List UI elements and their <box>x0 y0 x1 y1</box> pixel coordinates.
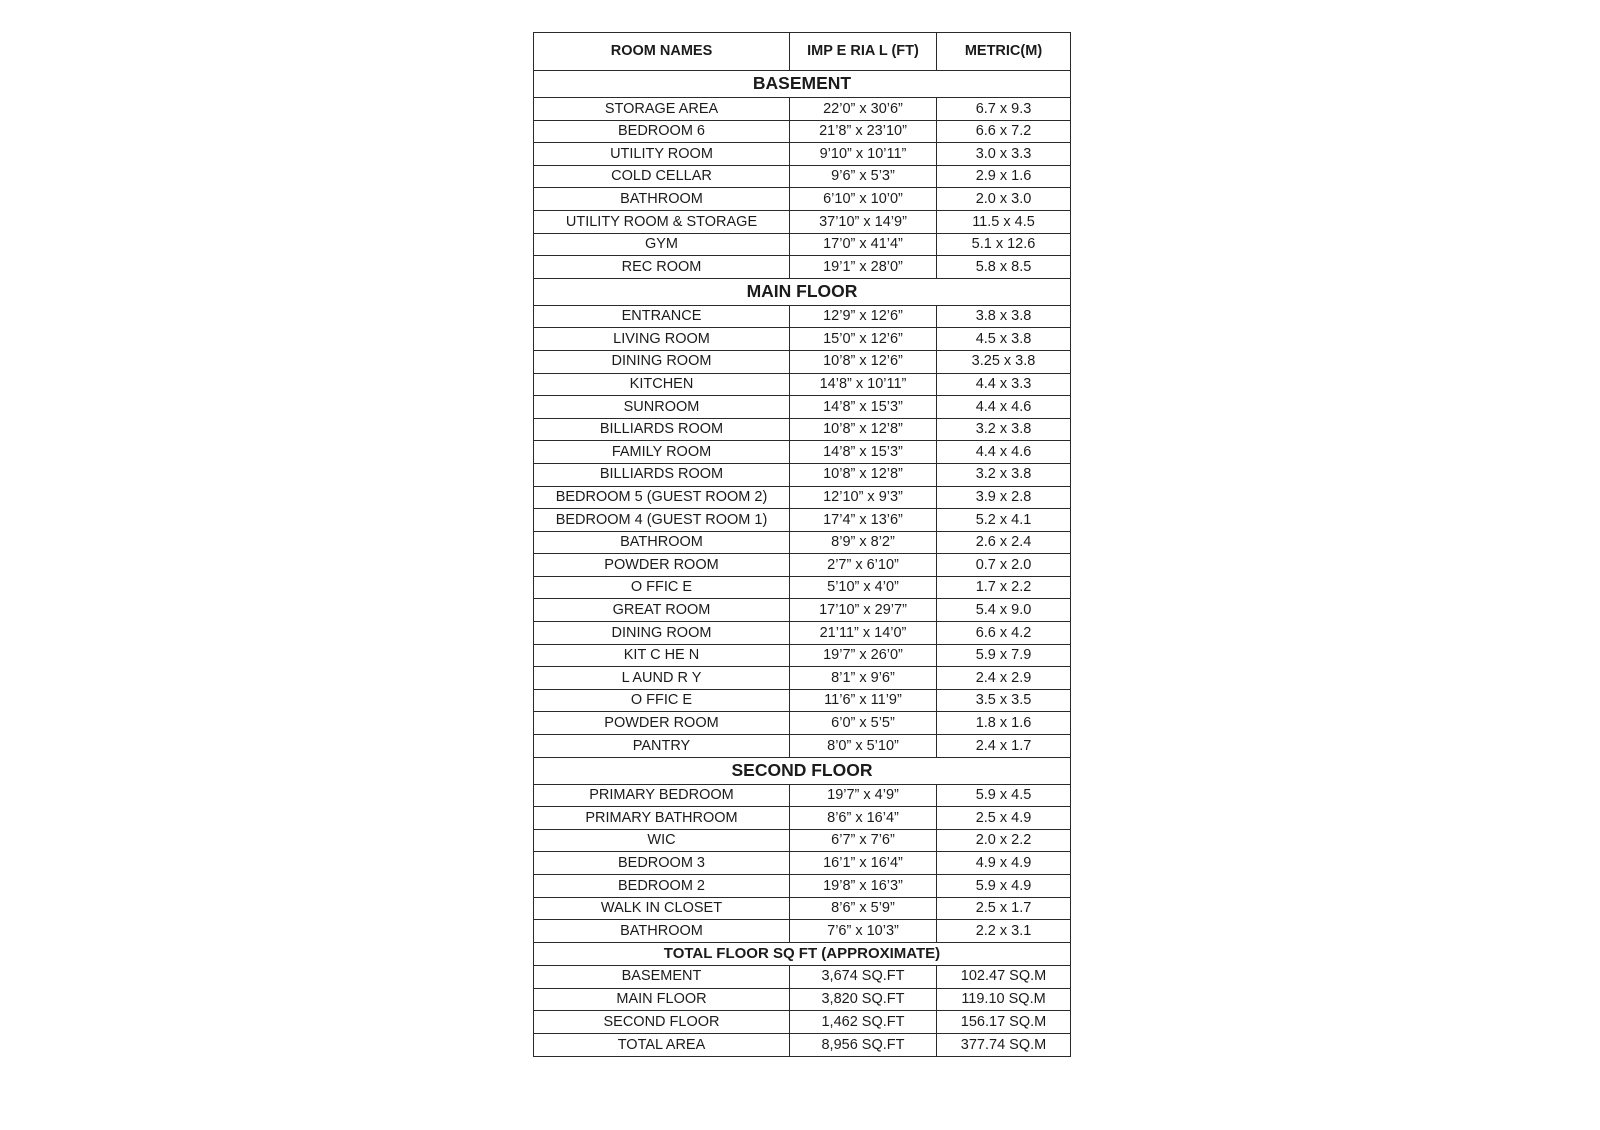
imperial-dimensions: 17’10” x 29’7” <box>790 599 937 622</box>
table-row <box>534 396 1071 419</box>
metric-dimensions: 2.4 x 2.9 <box>937 667 1071 690</box>
table-row <box>534 644 1071 667</box>
metric-dimensions: 2.9 x 1.6 <box>937 165 1071 188</box>
room-name: POWDER ROOM <box>534 712 790 735</box>
totals-row <box>534 1011 1071 1034</box>
total-floor-name: MAIN FLOOR <box>534 988 790 1011</box>
table-row <box>534 98 1071 121</box>
metric-dimensions: 5.9 x 4.5 <box>937 784 1071 807</box>
totals-row <box>534 965 1071 988</box>
room-name: DINING ROOM <box>534 622 790 645</box>
room-name: PRIMARY BATHROOM <box>534 807 790 830</box>
metric-dimensions: 4.4 x 4.6 <box>937 441 1071 464</box>
room-name: LIVING ROOM <box>534 328 790 351</box>
metric-dimensions: 2.0 x 3.0 <box>937 188 1071 211</box>
imperial-dimensions: 6’7” x 7’6” <box>790 829 937 852</box>
imperial-dimensions: 16’1” x 16’4” <box>790 852 937 875</box>
room-name: SUNROOM <box>534 396 790 419</box>
table-row <box>534 735 1071 758</box>
room-name: BILLIARDS ROOM <box>534 463 790 486</box>
room-name: WIC <box>534 829 790 852</box>
table-row <box>534 599 1071 622</box>
metric-dimensions: 5.9 x 7.9 <box>937 644 1071 667</box>
room-name: GYM <box>534 233 790 256</box>
table-row <box>534 531 1071 554</box>
table-row <box>534 188 1071 211</box>
room-name: GREAT ROOM <box>534 599 790 622</box>
total-sq-m: 377.74 SQ.M <box>937 1034 1071 1057</box>
imperial-dimensions: 8’0” x 5’10” <box>790 735 937 758</box>
room-name: BEDROOM 2 <box>534 875 790 898</box>
table-row <box>534 418 1071 441</box>
imperial-dimensions: 19’8” x 16’3” <box>790 875 937 898</box>
total-sq-m: 119.10 SQ.M <box>937 988 1071 1011</box>
metric-dimensions: 11.5 x 4.5 <box>937 210 1071 233</box>
imperial-dimensions: 11’6” x 11’9” <box>790 689 937 712</box>
room-name: O FFIC E <box>534 576 790 599</box>
imperial-dimensions: 6’0” x 5’5” <box>790 712 937 735</box>
table-row <box>534 875 1071 898</box>
room-name: KITCHEN <box>534 373 790 396</box>
imperial-dimensions: 14’8” x 15’3” <box>790 441 937 464</box>
metric-dimensions: 3.2 x 3.8 <box>937 463 1071 486</box>
imperial-dimensions: 19’7” x 4’9” <box>790 784 937 807</box>
table-body <box>534 71 1071 1057</box>
metric-dimensions: 1.8 x 1.6 <box>937 712 1071 735</box>
section-title: SECOND FLOOR <box>534 757 1071 784</box>
imperial-dimensions: 10’8” x 12’8” <box>790 463 937 486</box>
imperial-dimensions: 21’8” x 23’10” <box>790 120 937 143</box>
imperial-dimensions: 10’8” x 12’8” <box>790 418 937 441</box>
table-row <box>534 807 1071 830</box>
section-header-row <box>534 278 1071 305</box>
totals-title: TOTAL FLOOR SQ FT (APPROXIMATE) <box>534 942 1071 965</box>
imperial-dimensions: 14’8” x 15’3” <box>790 396 937 419</box>
imperial-dimensions: 17’0” x 41’4” <box>790 233 937 256</box>
section-title: MAIN FLOOR <box>534 278 1071 305</box>
room-name: UTILITY ROOM <box>534 143 790 166</box>
total-floor-name: TOTAL AREA <box>534 1034 790 1057</box>
table-row <box>534 143 1071 166</box>
metric-dimensions: 2.2 x 3.1 <box>937 920 1071 943</box>
room-name: FAMILY ROOM <box>534 441 790 464</box>
room-name: BATHROOM <box>534 531 790 554</box>
room-name: BEDROOM 3 <box>534 852 790 875</box>
metric-dimensions: 6.7 x 9.3 <box>937 98 1071 121</box>
table-row <box>534 667 1071 690</box>
table-row <box>534 852 1071 875</box>
table-row <box>534 305 1071 328</box>
table-row <box>534 233 1071 256</box>
total-sq-ft: 3,674 SQ.FT <box>790 965 937 988</box>
imperial-dimensions: 8’6” x 16’4” <box>790 807 937 830</box>
imperial-dimensions: 8’9” x 8’2” <box>790 531 937 554</box>
table-row <box>534 256 1071 279</box>
header-imperial: IMP E RIA L (FT) <box>790 33 937 71</box>
total-sq-m: 156.17 SQ.M <box>937 1011 1071 1034</box>
imperial-dimensions: 7’6” x 10’3” <box>790 920 937 943</box>
metric-dimensions: 4.9 x 4.9 <box>937 852 1071 875</box>
metric-dimensions: 5.4 x 9.0 <box>937 599 1071 622</box>
table-row <box>534 165 1071 188</box>
total-floor-name: SECOND FLOOR <box>534 1011 790 1034</box>
imperial-dimensions: 17’4” x 13’6” <box>790 509 937 532</box>
room-name: PANTRY <box>534 735 790 758</box>
table-row <box>534 576 1071 599</box>
table-row <box>534 897 1071 920</box>
metric-dimensions: 4.4 x 4.6 <box>937 396 1071 419</box>
table-row <box>534 463 1071 486</box>
imperial-dimensions: 10’8” x 12’6” <box>790 350 937 373</box>
metric-dimensions: 0.7 x 2.0 <box>937 554 1071 577</box>
imperial-dimensions: 8’1” x 9’6” <box>790 667 937 690</box>
table-row <box>534 120 1071 143</box>
total-sq-ft: 3,820 SQ.FT <box>790 988 937 1011</box>
metric-dimensions: 3.5 x 3.5 <box>937 689 1071 712</box>
room-name: REC ROOM <box>534 256 790 279</box>
imperial-dimensions: 12’10” x 9’3” <box>790 486 937 509</box>
imperial-dimensions: 2’7” x 6’10” <box>790 554 937 577</box>
imperial-dimensions: 9’6” x 5’3” <box>790 165 937 188</box>
room-name: PRIMARY BEDROOM <box>534 784 790 807</box>
table-row <box>534 622 1071 645</box>
table-row <box>534 509 1071 532</box>
room-name: WALK IN CLOSET <box>534 897 790 920</box>
metric-dimensions: 6.6 x 4.2 <box>937 622 1071 645</box>
table-row <box>534 373 1071 396</box>
room-name: COLD CELLAR <box>534 165 790 188</box>
metric-dimensions: 2.0 x 2.2 <box>937 829 1071 852</box>
room-name: UTILITY ROOM & STORAGE <box>534 210 790 233</box>
metric-dimensions: 3.2 x 3.8 <box>937 418 1071 441</box>
metric-dimensions: 3.0 x 3.3 <box>937 143 1071 166</box>
imperial-dimensions: 19’1” x 28’0” <box>790 256 937 279</box>
metric-dimensions: 5.8 x 8.5 <box>937 256 1071 279</box>
room-dimensions-sheet <box>533 32 1070 1057</box>
total-sq-ft: 1,462 SQ.FT <box>790 1011 937 1034</box>
table-row <box>534 554 1071 577</box>
imperial-dimensions: 21’11” x 14’0” <box>790 622 937 645</box>
imperial-dimensions: 15’0” x 12’6” <box>790 328 937 351</box>
metric-dimensions: 5.2 x 4.1 <box>937 509 1071 532</box>
imperial-dimensions: 19’7” x 26’0” <box>790 644 937 667</box>
table-row <box>534 689 1071 712</box>
totals-row <box>534 988 1071 1011</box>
metric-dimensions: 2.4 x 1.7 <box>937 735 1071 758</box>
totals-header-row <box>534 942 1071 965</box>
room-name: ENTRANCE <box>534 305 790 328</box>
table-row <box>534 486 1071 509</box>
table-row <box>534 712 1071 735</box>
room-name: BEDROOM 6 <box>534 120 790 143</box>
metric-dimensions: 3.9 x 2.8 <box>937 486 1071 509</box>
room-name: O FFIC E <box>534 689 790 712</box>
room-name: DINING ROOM <box>534 350 790 373</box>
imperial-dimensions: 5’10” x 4’0” <box>790 576 937 599</box>
table-row <box>534 784 1071 807</box>
total-sq-ft: 8,956 SQ.FT <box>790 1034 937 1057</box>
metric-dimensions: 1.7 x 2.2 <box>937 576 1071 599</box>
header-metric: METRIC(M) <box>937 33 1071 71</box>
table-row <box>534 350 1071 373</box>
metric-dimensions: 2.5 x 4.9 <box>937 807 1071 830</box>
imperial-dimensions: 37’10” x 14’9” <box>790 210 937 233</box>
imperial-dimensions: 9’10” x 10’11” <box>790 143 937 166</box>
room-name: BATHROOM <box>534 188 790 211</box>
imperial-dimensions: 8’6” x 5’9” <box>790 897 937 920</box>
section-header-row <box>534 71 1071 98</box>
imperial-dimensions: 6’10” x 10’0” <box>790 188 937 211</box>
imperial-dimensions: 12’9” x 12’6” <box>790 305 937 328</box>
table-row <box>534 328 1071 351</box>
metric-dimensions: 5.9 x 4.9 <box>937 875 1071 898</box>
metric-dimensions: 6.6 x 7.2 <box>937 120 1071 143</box>
section-header-row <box>534 757 1071 784</box>
metric-dimensions: 3.25 x 3.8 <box>937 350 1071 373</box>
metric-dimensions: 2.6 x 2.4 <box>937 531 1071 554</box>
imperial-dimensions: 22’0” x 30’6” <box>790 98 937 121</box>
total-sq-m: 102.47 SQ.M <box>937 965 1071 988</box>
metric-dimensions: 5.1 x 12.6 <box>937 233 1071 256</box>
header-room-names: ROOM NAMES <box>534 33 790 71</box>
room-name: STORAGE AREA <box>534 98 790 121</box>
metric-dimensions: 3.8 x 3.8 <box>937 305 1071 328</box>
header-row <box>534 33 1071 71</box>
metric-dimensions: 4.4 x 3.3 <box>937 373 1071 396</box>
section-title: BASEMENT <box>534 71 1071 98</box>
table-row <box>534 441 1071 464</box>
metric-dimensions: 4.5 x 3.8 <box>937 328 1071 351</box>
room-name: BATHROOM <box>534 920 790 943</box>
table-row <box>534 920 1071 943</box>
room-name: BILLIARDS ROOM <box>534 418 790 441</box>
table-row <box>534 210 1071 233</box>
room-dimensions-table <box>533 32 1071 1057</box>
room-name: KIT C HE N <box>534 644 790 667</box>
imperial-dimensions: 14’8” x 10’11” <box>790 373 937 396</box>
totals-row <box>534 1034 1071 1057</box>
room-name: BEDROOM 4 (GUEST ROOM 1) <box>534 509 790 532</box>
metric-dimensions: 2.5 x 1.7 <box>937 897 1071 920</box>
table-row <box>534 829 1071 852</box>
room-name: POWDER ROOM <box>534 554 790 577</box>
room-name: BEDROOM 5 (GUEST ROOM 2) <box>534 486 790 509</box>
room-name: L AUND R Y <box>534 667 790 690</box>
total-floor-name: BASEMENT <box>534 965 790 988</box>
